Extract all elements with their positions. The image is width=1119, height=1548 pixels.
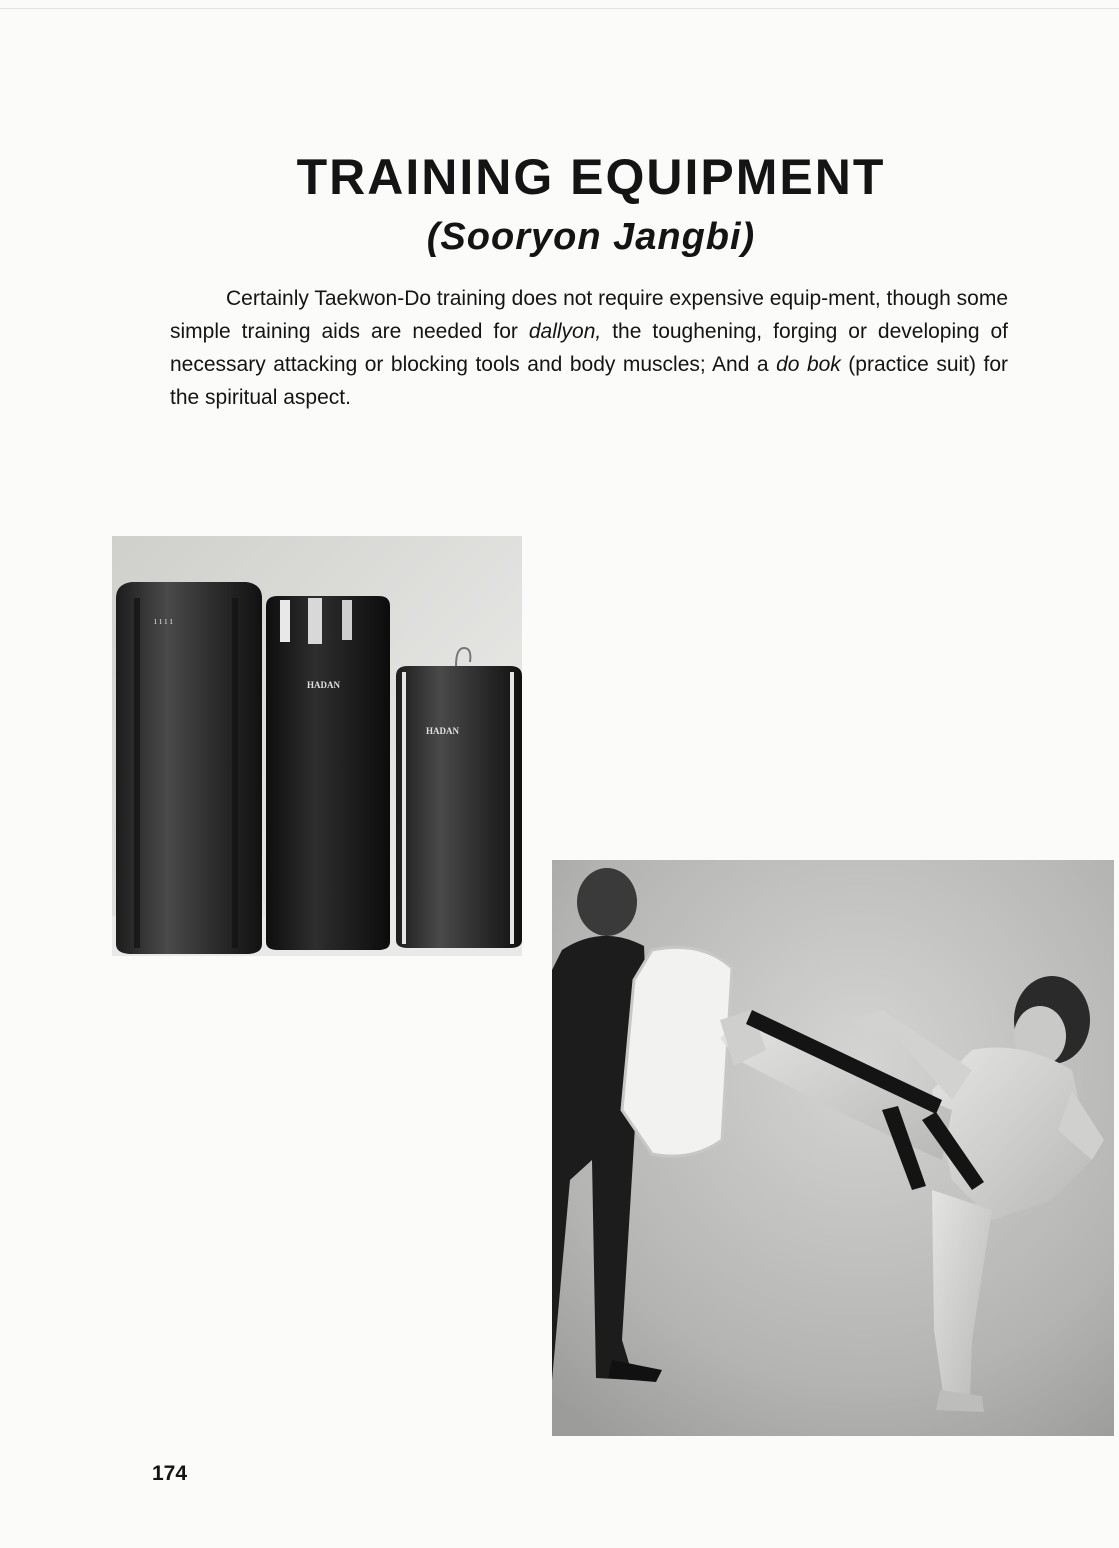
- intro-text-3: (practice suit) for the spiritual aspect.: [170, 353, 1008, 409]
- intro-text-2: the toughening, forging or developing of necessary attacking or blocking tools and body muscles; And a: [170, 320, 1008, 376]
- page-subtitle: (Sooryon Jangbi): [426, 216, 756, 258]
- intro-term-dallyon: dallyon,: [528, 320, 602, 343]
- kicking-shield-photo: [552, 860, 1114, 1436]
- bag-label-middle: HADAN: [307, 680, 340, 690]
- svg-text:ı ı ı ı: ı ı ı ı: [154, 616, 173, 627]
- punching-bags-photo: [112, 536, 522, 956]
- bag-label-small: HADAN: [426, 726, 459, 736]
- top-rule: [0, 8, 1119, 9]
- page-number: 174: [152, 1462, 188, 1485]
- intro-text-1: Certainly Taekwon-Do training does not require expensive equip-ment, though some simple training aids are needed for: [170, 287, 1008, 343]
- intro-paragraph: [170, 282, 1008, 414]
- page-title: TRAINING EQUIPMENT: [296, 149, 886, 205]
- kicking-shield-illustration: [552, 860, 1114, 1436]
- intro-term-do-bok: do bok: [776, 353, 841, 376]
- punching-bags-illustration: [112, 536, 522, 956]
